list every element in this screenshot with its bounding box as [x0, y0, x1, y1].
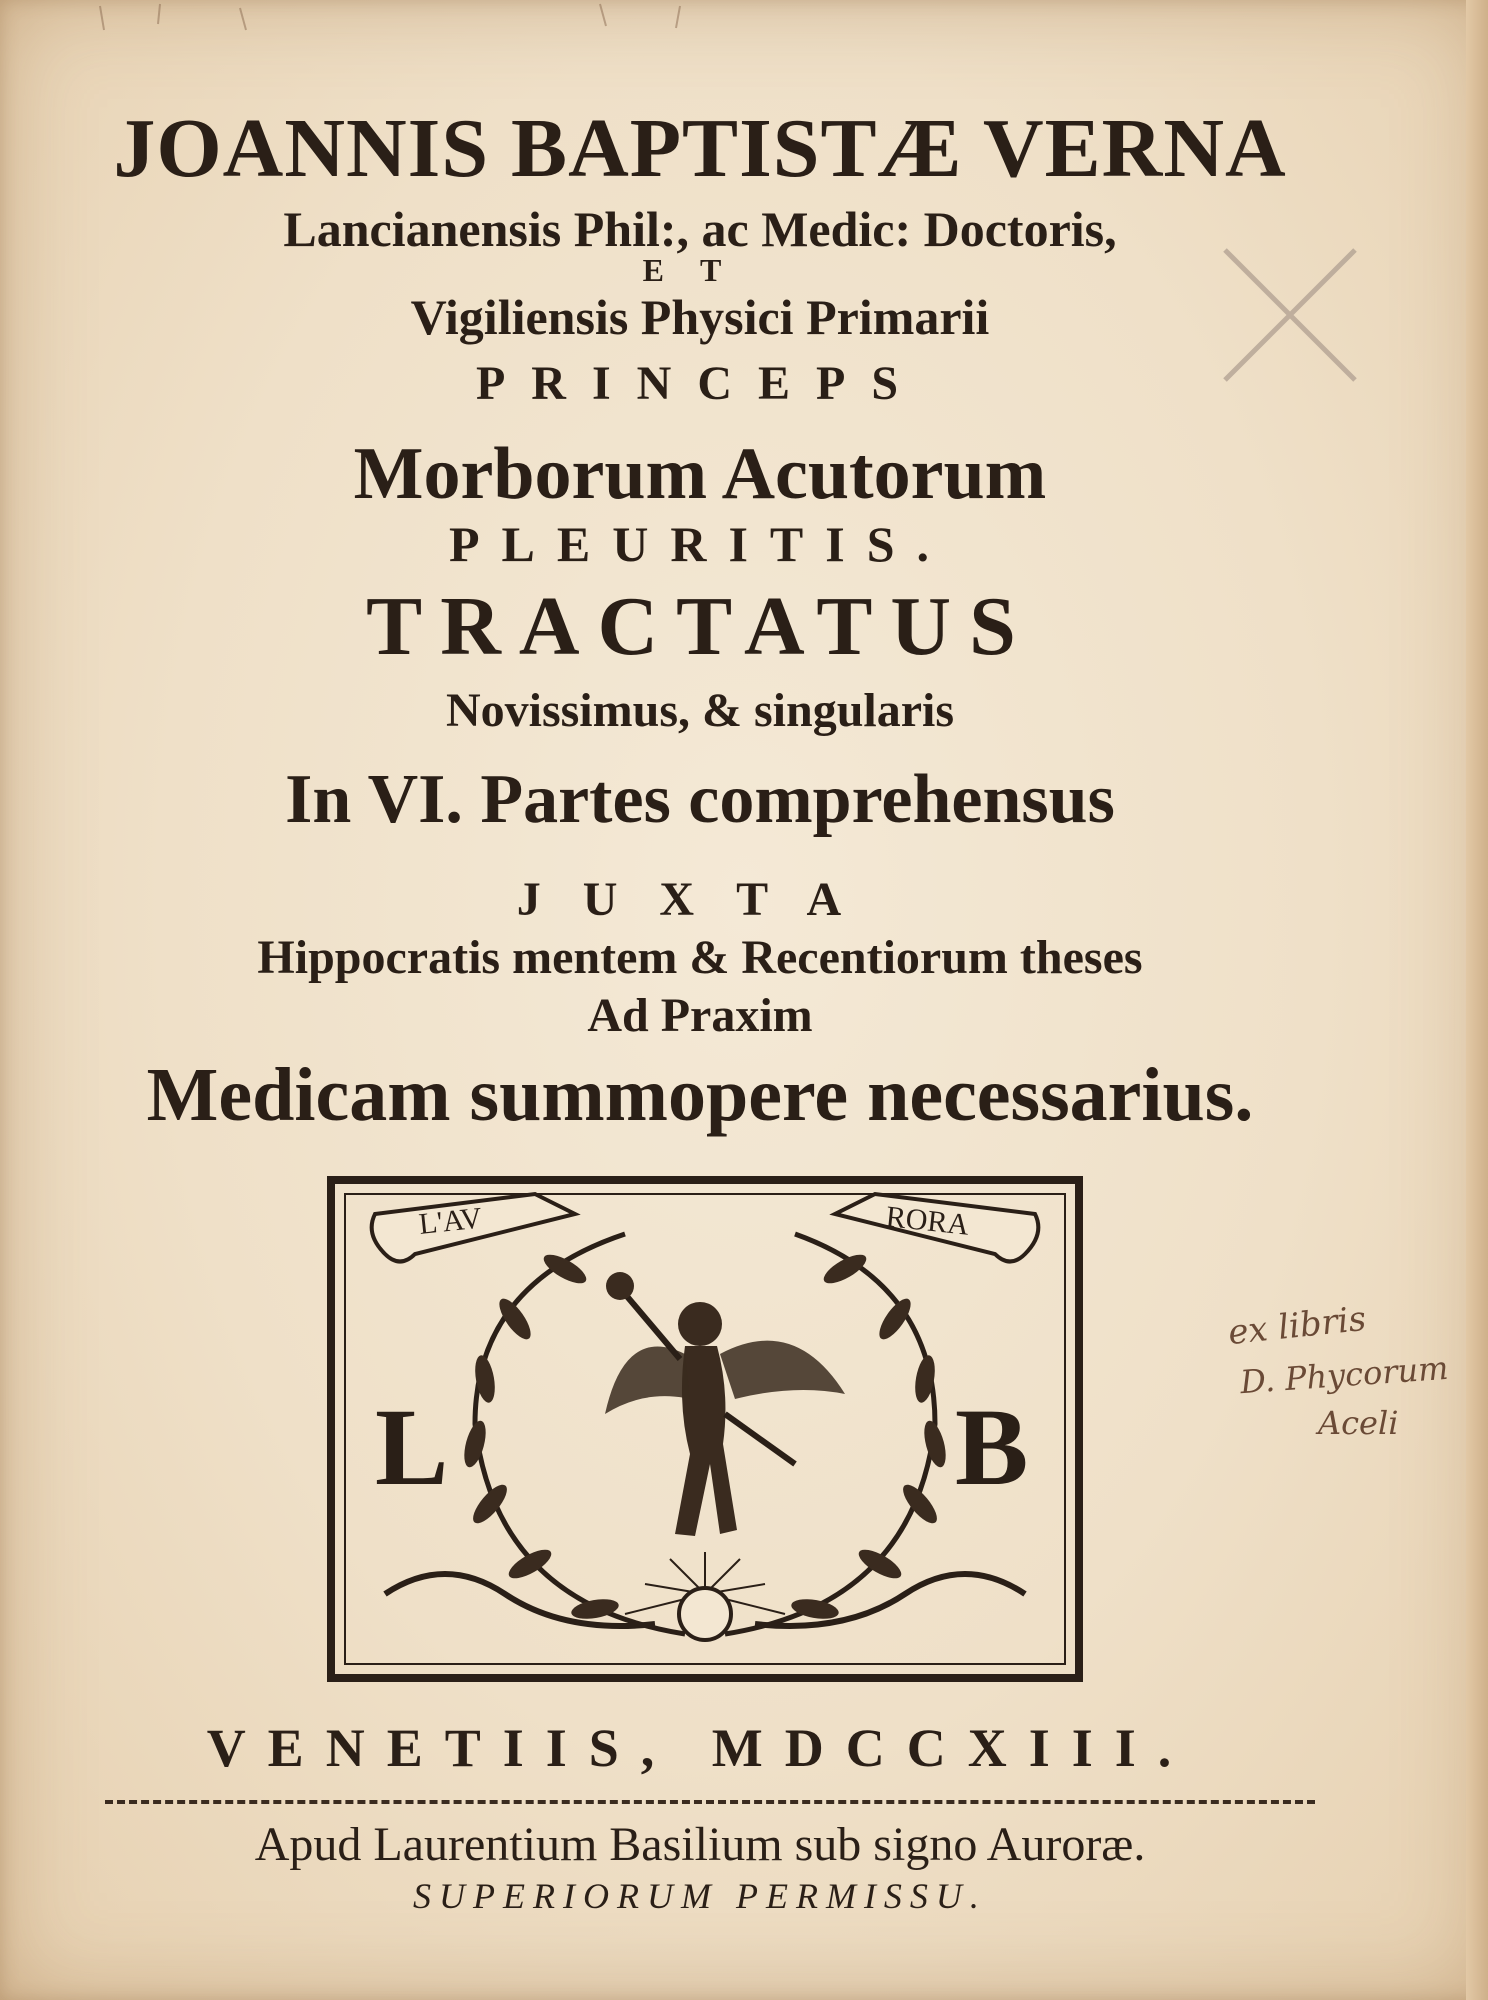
subtitle-partes: In VI. Partes comprehensus	[285, 761, 1115, 838]
title-tractatus: TRACTATUS	[366, 580, 1034, 673]
subtitle-medicam: Medicam summopere necessarius.	[146, 1053, 1254, 1137]
subtitle-novissimus: Novissimus, & singularis	[445, 684, 955, 737]
ink-bleed-marks	[40, 0, 840, 40]
ribbon-left-text: L'AV	[417, 1201, 484, 1241]
ribbon-right-text: RORA	[884, 1200, 971, 1242]
title-pleuritis: PLEURITIS.	[448, 516, 952, 572]
imprint-place-date: VENETIIS, MDCCXIII.	[206, 1718, 1194, 1778]
divider-rule	[105, 1800, 1315, 1804]
page-edge	[1466, 0, 1488, 2000]
title-morborum: Morborum Acutorum	[353, 433, 1047, 515]
subtitle-ad-praxim: Ad Praxim	[587, 989, 813, 1042]
author-post: Vigiliensis Physici Primarii	[410, 289, 990, 345]
aurora-printer-mark-icon	[325, 1174, 1085, 1684]
provenance-note-line1: ex libris	[1226, 1298, 1368, 1354]
conjunction-et: ET	[642, 252, 758, 288]
subtitle-hippocratis: Hippocratis mentem & Recentiorum theses	[257, 931, 1143, 984]
device-letter-right: B	[955, 1386, 1029, 1508]
author-name: JOANNIS BAPTISTÆ VERNA	[113, 102, 1287, 195]
title-princeps: PRINCEPS	[475, 357, 925, 410]
imprint-printer: Apud Laurentium Basilium sub signo Auroræ.	[254, 1818, 1146, 1871]
imprint-permission: SUPERIORUM PERMISSU.	[413, 1876, 987, 1916]
subtitle-juxta: JUXTA	[516, 873, 884, 926]
provenance-note-line2: D. Phycorum	[1238, 1348, 1450, 1402]
author-credentials: Lancianensis Phil:, ac Medic: Doctoris,	[283, 201, 1117, 257]
device-letter-left: L	[375, 1386, 449, 1508]
provenance-note-line3: Aceli	[1318, 1404, 1399, 1442]
